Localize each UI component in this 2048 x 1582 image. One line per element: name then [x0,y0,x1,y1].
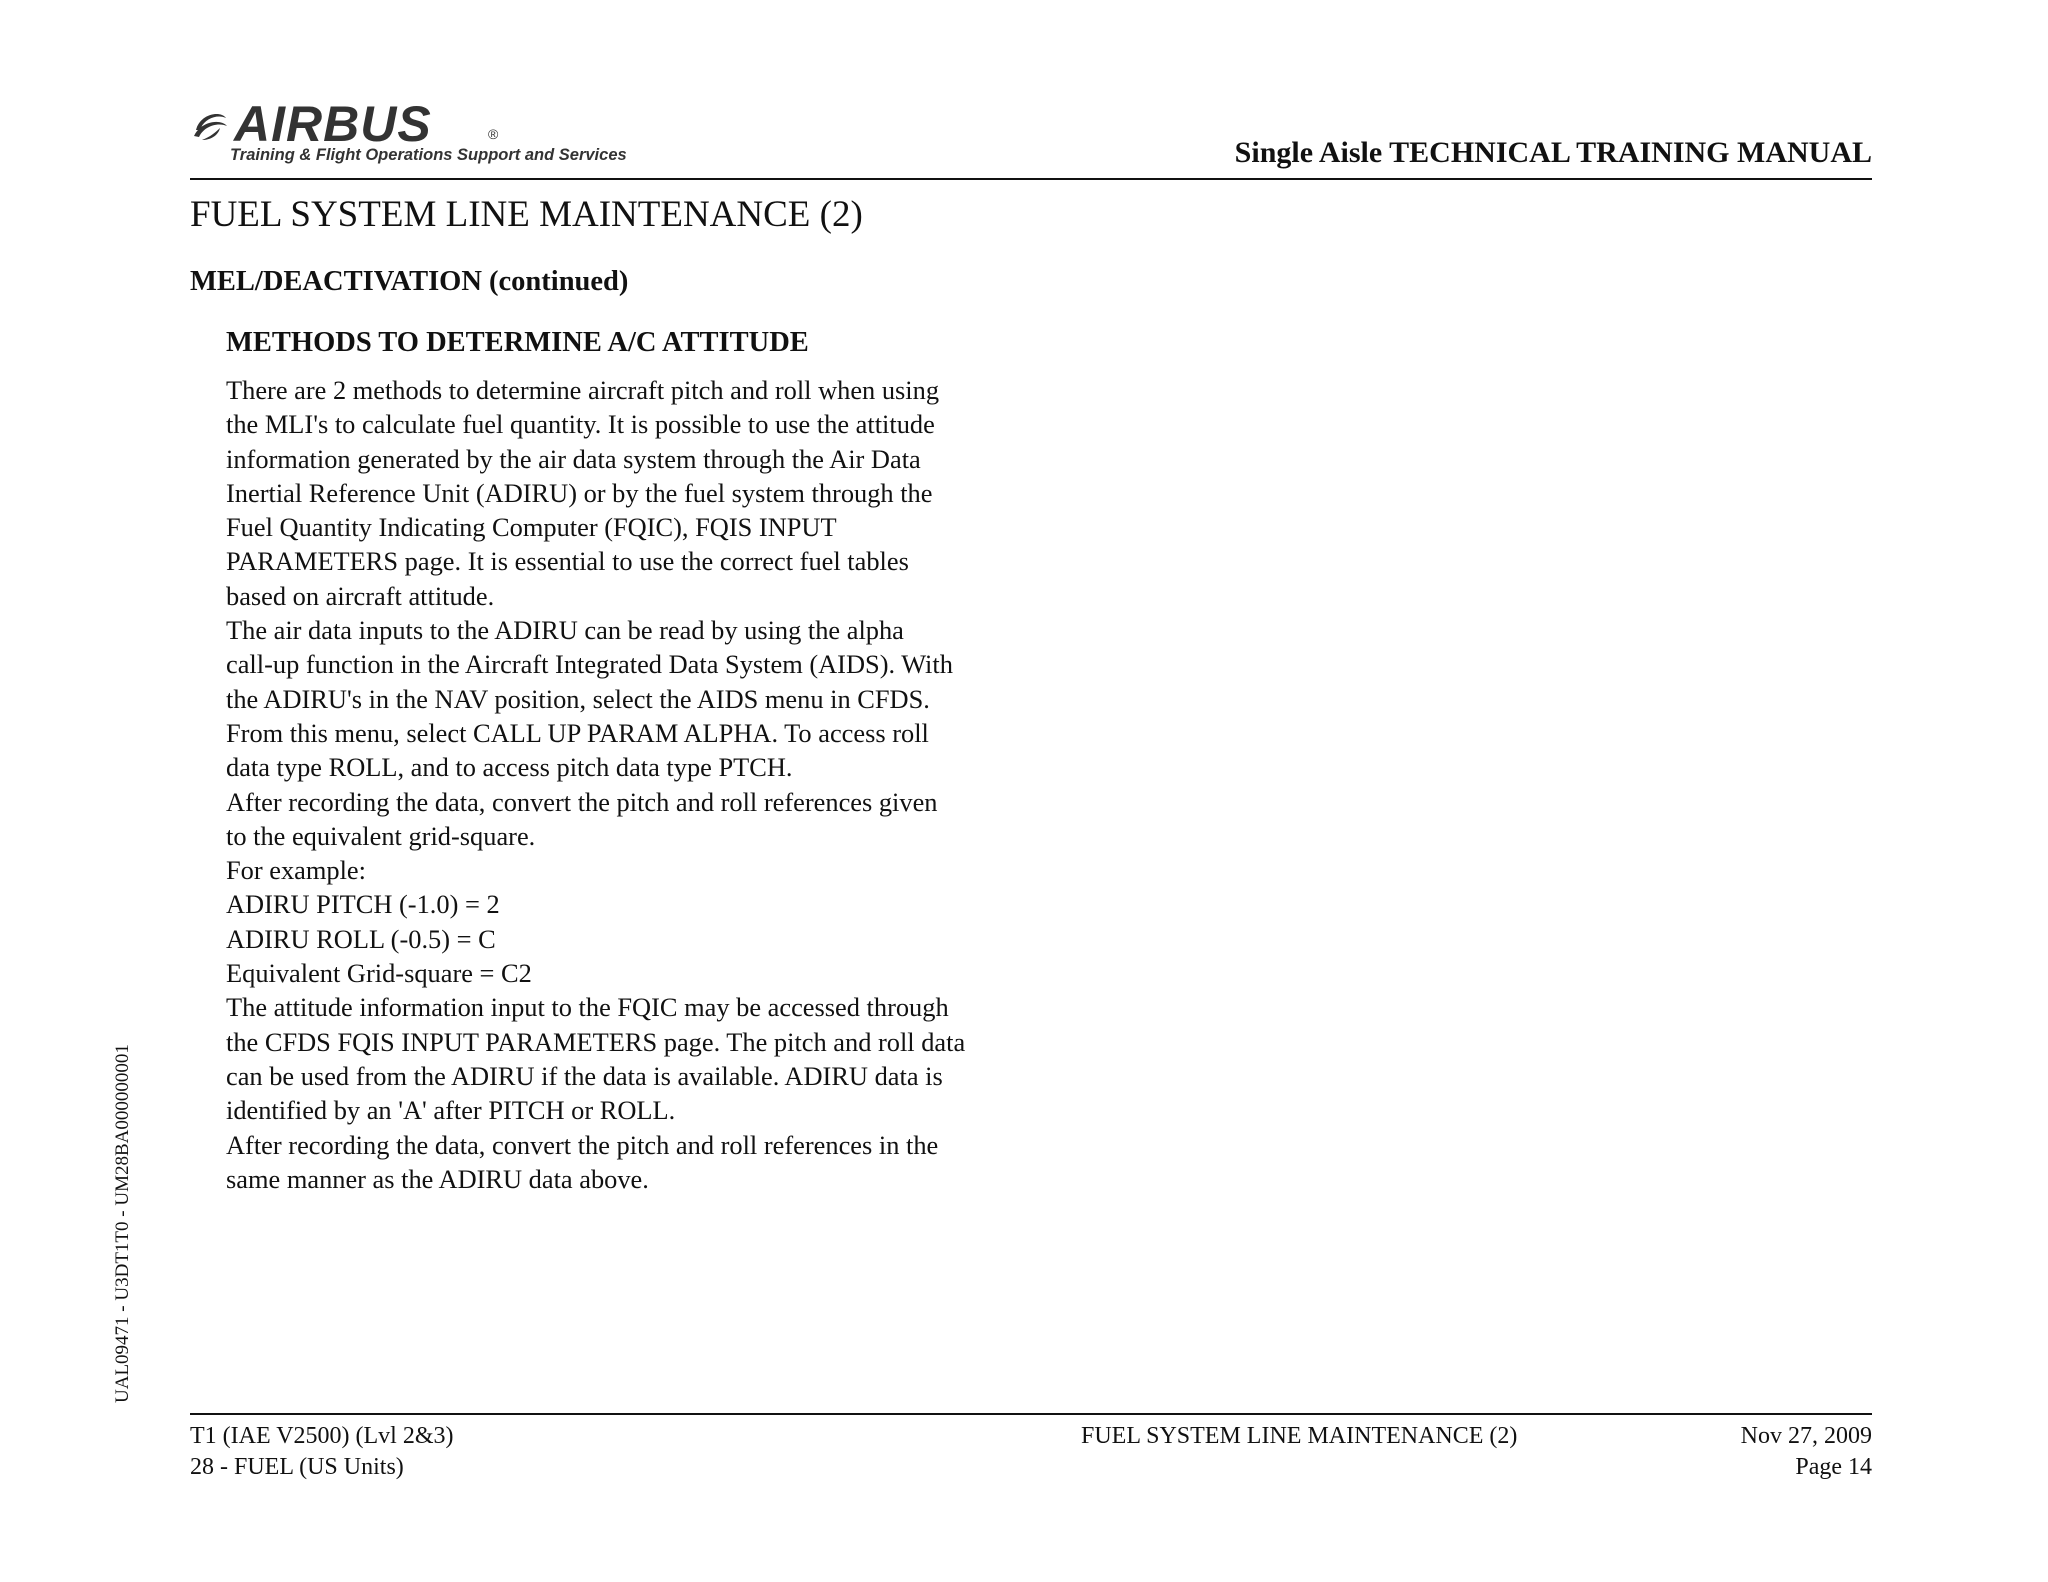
logo-tagline: Training & Flight Operations Support and Services [230,146,627,164]
body-line: the ADIRU's in the NAV position, select the AIDS menu in CFDS. [226,683,930,714]
body-line: After recording the data, convert the pitch and roll references given [226,786,938,817]
footer-course: T1 (IAE V2500) (Lvl 2&3) [190,1423,454,1449]
logo-registered-mark: ® [488,126,499,142]
body-line: PARAMETERS page. It is essential to use the correct fuel tables [226,546,909,577]
body-line: The attitude information input to the FQIC may be accessed through [226,992,949,1023]
body-line: the CFDS FQIS INPUT PARAMETERS page. The pitch and roll data [226,1026,966,1057]
body-line: Fuel Quantity Indicating Computer (FQIC), FQIS INPUT [226,512,837,543]
footer-rule [190,1413,1872,1415]
airbus-swirl-icon [190,104,230,144]
body-line: the MLI's to calculate fuel quantity. It is possible to use the attitude [226,409,935,440]
body-line: Inertial Reference Unit (ADIRU) or by the fuel system through the [226,477,933,508]
manual-title: Single Aisle TECHNICAL TRAINING MANUAL [1234,136,1872,169]
subsection-title: METHODS TO DETERMINE A/C ATTITUDE [226,327,809,358]
body-text [226,373,1046,1196]
body-line: identified by an 'A' after PITCH or ROLL. [226,1095,676,1126]
footer-chapter: 28 - FUEL (US Units) [190,1454,404,1480]
body-line: information generated by the air data system through the Air Data [226,443,921,474]
body-line: to the equivalent grid-square. [226,820,536,851]
body-line: ADIRU ROLL (-0.5) = C [226,923,496,954]
footer-page-number: Page 14 [1795,1454,1872,1480]
body-line: can be used from the ADIRU if the data is available. ADIRU data is [226,1060,943,1091]
body-line: There are 2 methods to determine aircraft pitch and roll when using [226,375,940,405]
page-title: FUEL SYSTEM LINE MAINTENANCE (2) [190,194,863,235]
body-line: ADIRU PITCH (-1.0) = 2 [226,889,500,920]
body-line: call-up function in the Aircraft Integrated Data System (AIDS). With [226,649,953,680]
document-side-code: UAL09471 - U3DT1T0 - UM28BA000000001 [112,1044,133,1403]
footer-date: Nov 27, 2009 [1740,1423,1872,1449]
logo-wordmark: AIRBUS [234,96,432,152]
body-line: based on aircraft attitude. [226,580,495,611]
body-line: same manner as the ADIRU data above. [226,1163,649,1194]
section-title: MEL/DEACTIVATION (continued) [190,266,629,297]
body-line: Equivalent Grid-square = C2 [226,958,532,989]
footer-topic: FUEL SYSTEM LINE MAINTENANCE (2) [1081,1423,1518,1449]
airbus-logo [190,96,670,170]
body-line: data type ROLL, and to access pitch data type PTCH. [226,752,793,783]
header-rule [190,178,1872,180]
body-line: For example: [226,855,366,886]
body-line: From this menu, select CALL UP PARAM ALPHA. To access roll [226,717,929,748]
body-line: After recording the data, convert the pitch and roll references in the [226,1129,939,1160]
body-line: The air data inputs to the ADIRU can be read by using the alpha [226,615,904,646]
